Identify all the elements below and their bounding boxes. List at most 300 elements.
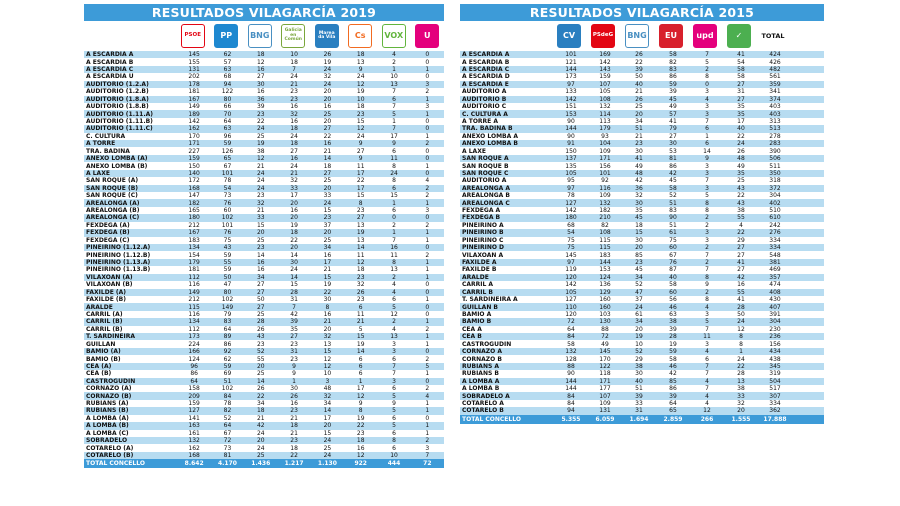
vote-count: 30 bbox=[635, 147, 643, 155]
polling-station-name: FEXDEGA (C) bbox=[86, 236, 130, 244]
polling-station-name: A LOMBA (B) bbox=[86, 422, 129, 430]
vote-count: 145 bbox=[188, 51, 200, 59]
vote-count: 145 bbox=[599, 348, 611, 356]
polling-station-name: CARRIL A bbox=[462, 281, 494, 289]
vote-count: 4 bbox=[705, 400, 709, 408]
vote-count: 13 bbox=[356, 236, 365, 244]
logo-text: Cs bbox=[348, 24, 372, 48]
vote-count: 0 bbox=[425, 214, 430, 222]
vote-count: 18 bbox=[290, 125, 298, 133]
vote-count: 16 bbox=[323, 251, 332, 259]
vote-count: 1 bbox=[425, 95, 430, 103]
vote-count: 26 bbox=[737, 147, 745, 155]
vote-count: 27 bbox=[737, 95, 745, 103]
vote-count: 124 bbox=[599, 273, 611, 281]
polling-station-name: SAN ROQUE (B) bbox=[86, 184, 139, 192]
vote-count: 58 bbox=[737, 66, 745, 74]
vote-count: 16 bbox=[256, 266, 265, 274]
polling-station-name: A LOMBA A bbox=[462, 377, 500, 385]
polling-station-name: FEXDEGA (B) bbox=[86, 229, 130, 237]
polling-station-name: A TORRE A bbox=[462, 118, 498, 125]
vote-count: 181 bbox=[188, 266, 200, 274]
vote-count: 121 bbox=[565, 58, 577, 66]
vote-count: 23 bbox=[356, 429, 365, 437]
vote-count: 3 bbox=[705, 310, 709, 318]
vote-count: 2 bbox=[705, 214, 709, 222]
vote-count: 21 bbox=[290, 414, 298, 422]
vote-count: 59 bbox=[223, 266, 232, 274]
vote-count: 70 bbox=[223, 110, 232, 118]
vote-count: 19 bbox=[290, 221, 298, 229]
vote-count: 132 bbox=[599, 103, 611, 111]
vote-count: 24 bbox=[635, 303, 643, 311]
vote-count: 10 bbox=[290, 51, 298, 59]
vote-count: 32 bbox=[737, 400, 745, 408]
vote-count: 34 bbox=[635, 118, 643, 125]
vote-count: 27 bbox=[256, 303, 265, 311]
vote-count: 2 bbox=[392, 58, 396, 66]
vote-count: 27 bbox=[256, 281, 265, 289]
vote-count: 15 bbox=[290, 281, 298, 289]
vote-count: 105 bbox=[565, 288, 577, 296]
vote-count: 283 bbox=[769, 140, 781, 148]
vote-count: 19 bbox=[256, 140, 265, 148]
vote-count: 151 bbox=[565, 103, 577, 111]
cs-logo-icon bbox=[344, 21, 378, 51]
vote-count: 16 bbox=[356, 444, 365, 452]
vote-count: 32 bbox=[323, 73, 332, 81]
vote-count: 24 bbox=[356, 73, 365, 81]
vote-count: 2 bbox=[425, 192, 430, 200]
table-row bbox=[84, 214, 444, 221]
vote-count: 29 bbox=[737, 236, 745, 244]
vote-count: 276 bbox=[769, 229, 781, 237]
table-row bbox=[84, 452, 444, 459]
vote-count: 16 bbox=[323, 140, 332, 148]
vote-count: 1 bbox=[425, 318, 430, 326]
vote-count: 26 bbox=[635, 95, 643, 103]
vote-count: 64 bbox=[190, 377, 198, 385]
vote-count: 13 bbox=[356, 221, 365, 229]
polling-station-name: CORNAZO A bbox=[462, 348, 502, 356]
vote-count: 30 bbox=[290, 385, 298, 393]
vote-count: 9 bbox=[392, 140, 396, 148]
vote-count: 92 bbox=[223, 348, 232, 356]
vote-count: 64 bbox=[223, 118, 232, 125]
vote-count: 26 bbox=[290, 392, 298, 400]
polling-station-name: CARRIL B bbox=[462, 288, 494, 296]
polling-station-name: CARRIL (A) bbox=[86, 310, 123, 318]
vote-count: 2 bbox=[425, 221, 430, 229]
vote-count: 159 bbox=[599, 73, 611, 81]
vote-count: 12 bbox=[256, 155, 265, 163]
vote-count: 6 bbox=[358, 355, 363, 363]
table-row bbox=[460, 281, 824, 288]
vote-count: 50 bbox=[635, 73, 643, 81]
vote-count: 3 bbox=[425, 103, 430, 111]
vote-count: 159 bbox=[188, 400, 200, 408]
vote-count: 155 bbox=[188, 58, 200, 66]
vote-count: 1 bbox=[425, 259, 430, 267]
polling-station-name: CORNAZO (B) bbox=[86, 392, 132, 400]
vote-count: 142 bbox=[599, 58, 611, 66]
vote-count: 182 bbox=[188, 199, 200, 207]
check-logo-icon bbox=[722, 21, 756, 51]
vote-count: 78 bbox=[567, 192, 575, 200]
total-column-header: TOTAL bbox=[761, 32, 785, 40]
vote-count: 39 bbox=[290, 318, 298, 326]
bng-logo-icon bbox=[243, 21, 277, 51]
vote-count: 20 bbox=[323, 325, 332, 333]
vote-count: 75 bbox=[669, 236, 677, 244]
vote-count: 32 bbox=[323, 392, 332, 400]
vote-count: 5 bbox=[392, 407, 396, 415]
polling-station-name: A LOMBA B bbox=[462, 385, 500, 393]
vote-count: 25 bbox=[323, 110, 332, 118]
vote-count: 109 bbox=[599, 400, 611, 408]
vote-count: 15 bbox=[356, 192, 365, 200]
polling-station-name: PIÑEIRIÑO B bbox=[462, 229, 504, 237]
vote-count: 181 bbox=[188, 88, 200, 96]
vote-count: 561 bbox=[769, 73, 781, 81]
party-logos-2019 bbox=[84, 21, 444, 51]
vote-count: 90 bbox=[567, 132, 575, 140]
vote-count: 0 bbox=[425, 281, 430, 289]
vote-count: 1 bbox=[358, 377, 363, 385]
polling-station-name: CASTROGUDÍN bbox=[462, 340, 512, 348]
vote-count: 108 bbox=[599, 95, 611, 103]
vote-count: 22 bbox=[290, 236, 298, 244]
vote-count: 59 bbox=[223, 362, 232, 370]
vote-count: 149 bbox=[221, 303, 234, 311]
vote-count: 25 bbox=[256, 236, 265, 244]
table-row bbox=[460, 73, 824, 80]
table-row bbox=[84, 363, 444, 370]
table-row bbox=[84, 147, 444, 154]
vote-count: 162 bbox=[188, 125, 200, 133]
vote-count: 57 bbox=[223, 58, 232, 66]
vote-count: 19 bbox=[356, 414, 365, 422]
vote-count: 3 bbox=[705, 236, 709, 244]
vote-count: 86 bbox=[669, 162, 677, 170]
vote-count: 21 bbox=[635, 132, 643, 140]
polling-station-name: ARALDE bbox=[86, 303, 113, 311]
vote-count: 21 bbox=[290, 429, 298, 437]
vote-count: 82 bbox=[669, 58, 677, 66]
vote-count: 24 bbox=[256, 429, 265, 437]
total-value: 8.642 bbox=[184, 460, 204, 468]
vote-count: 116 bbox=[188, 310, 200, 318]
vote-count: 6 bbox=[358, 303, 363, 311]
vote-count: 79 bbox=[223, 310, 232, 318]
vote-count: 30 bbox=[635, 236, 643, 244]
polling-station-name: A LOMBA (A) bbox=[86, 414, 129, 422]
vote-count: 115 bbox=[599, 236, 611, 244]
table-row bbox=[84, 73, 444, 80]
vote-count: 25 bbox=[256, 370, 265, 378]
vote-count: 9 bbox=[292, 370, 296, 378]
vote-count: 122 bbox=[599, 362, 611, 370]
polling-station-name: ANEXO LOMBA A bbox=[462, 132, 518, 140]
vote-count: 319 bbox=[769, 370, 781, 378]
table-row bbox=[460, 378, 824, 385]
vote-count: 59 bbox=[669, 348, 677, 356]
vote-count: 17 bbox=[737, 118, 745, 125]
polling-station-name: PIÑEIRIÑO (1.13.A) bbox=[86, 259, 151, 267]
vote-count: 40 bbox=[635, 80, 643, 88]
total-value: 266 bbox=[700, 415, 714, 423]
vote-count: 22 bbox=[323, 132, 332, 140]
table-row bbox=[84, 199, 444, 206]
vote-count: 8 bbox=[739, 340, 743, 348]
vote-count: 58 bbox=[669, 184, 677, 192]
vote-count: 14 bbox=[356, 348, 365, 356]
vote-count: 24 bbox=[290, 132, 298, 140]
vote-count: 173 bbox=[188, 333, 200, 341]
vote-count: 68 bbox=[567, 221, 575, 229]
vote-count: 13 bbox=[356, 58, 365, 66]
total-value: 922 bbox=[354, 460, 367, 468]
table-row bbox=[84, 444, 444, 451]
table-row bbox=[84, 378, 444, 385]
polling-station-name: CORNAZO (A) bbox=[86, 385, 132, 393]
polling-station-name: CASTROGUDÍN bbox=[86, 377, 136, 385]
vote-count: 25 bbox=[737, 177, 745, 185]
table-row bbox=[84, 88, 444, 95]
polling-station-name: FAXILDE B bbox=[462, 266, 497, 274]
vote-count: 3 bbox=[705, 110, 709, 118]
vote-count: 84 bbox=[567, 333, 575, 341]
vote-count: 35 bbox=[737, 103, 745, 111]
vote-count: 7 bbox=[292, 303, 296, 311]
vote-count: 1 bbox=[425, 199, 430, 207]
vote-count: 78 bbox=[223, 400, 232, 408]
polling-station-name: AUDITORIO (1.2.A) bbox=[86, 80, 149, 88]
table-row bbox=[460, 407, 824, 414]
vote-count: 372 bbox=[769, 184, 781, 192]
vote-count: 12 bbox=[323, 355, 332, 363]
vote-count: 32 bbox=[323, 333, 332, 341]
psoe-logo-icon bbox=[586, 21, 620, 51]
vote-count: 182 bbox=[599, 207, 611, 215]
vote-count: 1 bbox=[392, 118, 396, 125]
polling-station-name: A ESCARDIA C bbox=[462, 66, 510, 74]
vote-count: 124 bbox=[188, 355, 200, 363]
vote-count: 61 bbox=[669, 229, 677, 237]
vote-count: 144 bbox=[565, 377, 577, 385]
vote-count: 18 bbox=[356, 103, 365, 111]
vote-count: 142 bbox=[188, 118, 200, 125]
table-row bbox=[460, 222, 824, 229]
vote-count: 34 bbox=[323, 400, 332, 408]
polling-station-name: COTARELO A bbox=[462, 400, 504, 408]
vote-count: 20 bbox=[290, 244, 298, 252]
logo-text: Marea da Vila bbox=[315, 24, 339, 48]
polling-station-name: FAXILDE (B) bbox=[86, 296, 126, 304]
polling-station-name: A TORRE bbox=[86, 140, 116, 148]
vote-count: 127 bbox=[188, 407, 200, 415]
table-row bbox=[84, 103, 444, 110]
vote-count: 169 bbox=[599, 51, 611, 59]
vote-count: 23 bbox=[290, 355, 298, 363]
vote-count: 50 bbox=[223, 273, 232, 281]
vote-count: 135 bbox=[565, 162, 577, 170]
vote-count: 0 bbox=[392, 214, 396, 222]
vote-count: 402 bbox=[769, 199, 781, 207]
vote-count: 25 bbox=[256, 132, 265, 140]
vote-count: 20 bbox=[737, 407, 745, 415]
vote-count: 39 bbox=[669, 392, 677, 400]
vote-count: 26 bbox=[323, 51, 332, 59]
table-row bbox=[460, 274, 824, 281]
table-row bbox=[84, 140, 444, 147]
vote-count: 313 bbox=[769, 118, 781, 125]
vote-count: 94 bbox=[567, 407, 575, 415]
total-value: 4.170 bbox=[217, 460, 237, 468]
vote-count: 150 bbox=[565, 147, 577, 155]
vote-count: 15 bbox=[323, 273, 332, 281]
table-row bbox=[460, 51, 824, 58]
vote-count: 62 bbox=[223, 355, 232, 363]
vote-count: 132 bbox=[565, 348, 577, 356]
vote-count: 11 bbox=[390, 155, 398, 163]
table-row bbox=[84, 222, 444, 229]
polling-station-name: AUDITORIO (1.2.B) bbox=[86, 88, 149, 96]
vote-count: 4 bbox=[705, 377, 709, 385]
table-row bbox=[84, 430, 444, 437]
vote-count: 27 bbox=[737, 266, 745, 274]
vote-count: 42 bbox=[635, 177, 643, 185]
vote-count: 78 bbox=[223, 177, 232, 185]
vote-count: 16 bbox=[256, 259, 265, 267]
vote-count: 165 bbox=[188, 207, 200, 215]
vote-count: 20 bbox=[323, 88, 332, 96]
party-logos-2015 bbox=[460, 21, 824, 51]
vote-count: 390 bbox=[769, 147, 781, 155]
polling-station-name: PIÑEIRIÑO (1.12.A) bbox=[86, 244, 151, 252]
vote-count: 17 bbox=[290, 192, 298, 200]
vote-count: 0 bbox=[425, 288, 430, 296]
vote-count: 128 bbox=[565, 355, 577, 363]
vote-count: 7 bbox=[705, 51, 709, 59]
vote-count: 35 bbox=[635, 207, 643, 215]
table-row bbox=[84, 229, 444, 236]
vox-logo-icon bbox=[377, 21, 411, 51]
vote-count: 0 bbox=[425, 147, 430, 155]
vote-count: 430 bbox=[769, 296, 781, 304]
vote-count: 36 bbox=[256, 95, 265, 103]
vote-count: 170 bbox=[188, 132, 200, 140]
vote-count: 2 bbox=[425, 325, 430, 333]
vote-count: 0 bbox=[425, 169, 430, 177]
polling-station-name: BAMIO A bbox=[462, 310, 492, 318]
vote-count: 69 bbox=[223, 370, 232, 378]
vote-count: 22 bbox=[356, 177, 365, 185]
vote-count: 25 bbox=[323, 177, 332, 185]
vote-count: 55 bbox=[223, 259, 232, 267]
vote-count: 9 bbox=[358, 155, 363, 163]
vote-count: 469 bbox=[769, 266, 781, 274]
vote-count: 1 bbox=[425, 370, 430, 378]
vote-count: 304 bbox=[769, 318, 781, 326]
polling-station-name: ARALDE bbox=[462, 273, 489, 281]
vote-count: 60 bbox=[669, 288, 677, 296]
vote-count: 7 bbox=[392, 103, 396, 111]
vote-count: 57 bbox=[669, 110, 677, 118]
table-row bbox=[460, 237, 824, 244]
vote-count: 21 bbox=[256, 414, 265, 422]
vote-count: 6 bbox=[392, 444, 396, 452]
vote-count: 47 bbox=[223, 281, 232, 289]
vote-count: 51 bbox=[669, 221, 677, 229]
vote-count: 10 bbox=[390, 451, 398, 459]
vote-count: 24 bbox=[323, 66, 332, 74]
vote-count: 4 bbox=[425, 177, 430, 185]
polling-station-name: COTARELO B bbox=[462, 407, 504, 415]
vote-count: 14 bbox=[323, 407, 332, 415]
vote-count: 5 bbox=[705, 58, 709, 66]
table-row bbox=[84, 400, 444, 407]
vote-count: 55 bbox=[737, 214, 745, 222]
table-row bbox=[460, 326, 824, 333]
vote-count: 127 bbox=[565, 296, 577, 304]
vote-count: 7 bbox=[392, 88, 396, 96]
vote-count: 90 bbox=[567, 118, 575, 125]
vote-count: 86 bbox=[190, 370, 198, 378]
vote-count: 88 bbox=[567, 362, 575, 370]
polling-station-name: A LOMBA (C) bbox=[86, 429, 129, 437]
vote-count: 357 bbox=[769, 273, 781, 281]
vote-count: 110 bbox=[565, 303, 577, 311]
vote-count: 407 bbox=[769, 303, 781, 311]
vote-count: 0 bbox=[425, 118, 430, 125]
table-row bbox=[84, 192, 444, 199]
vote-count: 95 bbox=[567, 177, 575, 185]
vote-count: 21 bbox=[290, 169, 298, 177]
polling-station-name: FEXDEGA A bbox=[462, 207, 501, 215]
vote-count: 84 bbox=[567, 392, 575, 400]
vote-count: 23 bbox=[290, 407, 298, 415]
vote-count: 82 bbox=[223, 407, 232, 415]
vote-count: 13 bbox=[390, 266, 398, 274]
table-row bbox=[84, 318, 444, 325]
panel-title-2015: RESULTADOS VILAGARCÍA 2015 bbox=[460, 4, 824, 21]
vote-count: 224 bbox=[188, 340, 200, 348]
vote-count: 163 bbox=[188, 422, 200, 430]
vote-count: 0 bbox=[425, 155, 430, 163]
vote-count: 5 bbox=[705, 318, 709, 326]
vote-count: 6 bbox=[392, 296, 396, 304]
vote-count: 84 bbox=[223, 392, 232, 400]
vote-count: 2 bbox=[425, 251, 430, 259]
vote-count: 24 bbox=[323, 437, 332, 445]
total-label: TOTAL CONCELLO bbox=[86, 460, 145, 468]
vote-count: 7 bbox=[705, 118, 709, 125]
vote-count: 20 bbox=[256, 362, 265, 370]
vote-count: 11 bbox=[390, 251, 398, 259]
table-row bbox=[460, 155, 824, 162]
vote-count: 76 bbox=[669, 259, 677, 267]
vote-count: 1 bbox=[425, 400, 430, 408]
vote-count: 134 bbox=[188, 244, 200, 252]
vote-count: 133 bbox=[565, 88, 577, 96]
vote-count: 101 bbox=[221, 221, 234, 229]
polling-station-name: BAMIO B bbox=[462, 318, 492, 326]
vote-count: 14 bbox=[290, 273, 298, 281]
vote-count: 48 bbox=[323, 385, 332, 393]
vote-count: 32 bbox=[290, 110, 298, 118]
vote-count: 362 bbox=[769, 407, 781, 415]
